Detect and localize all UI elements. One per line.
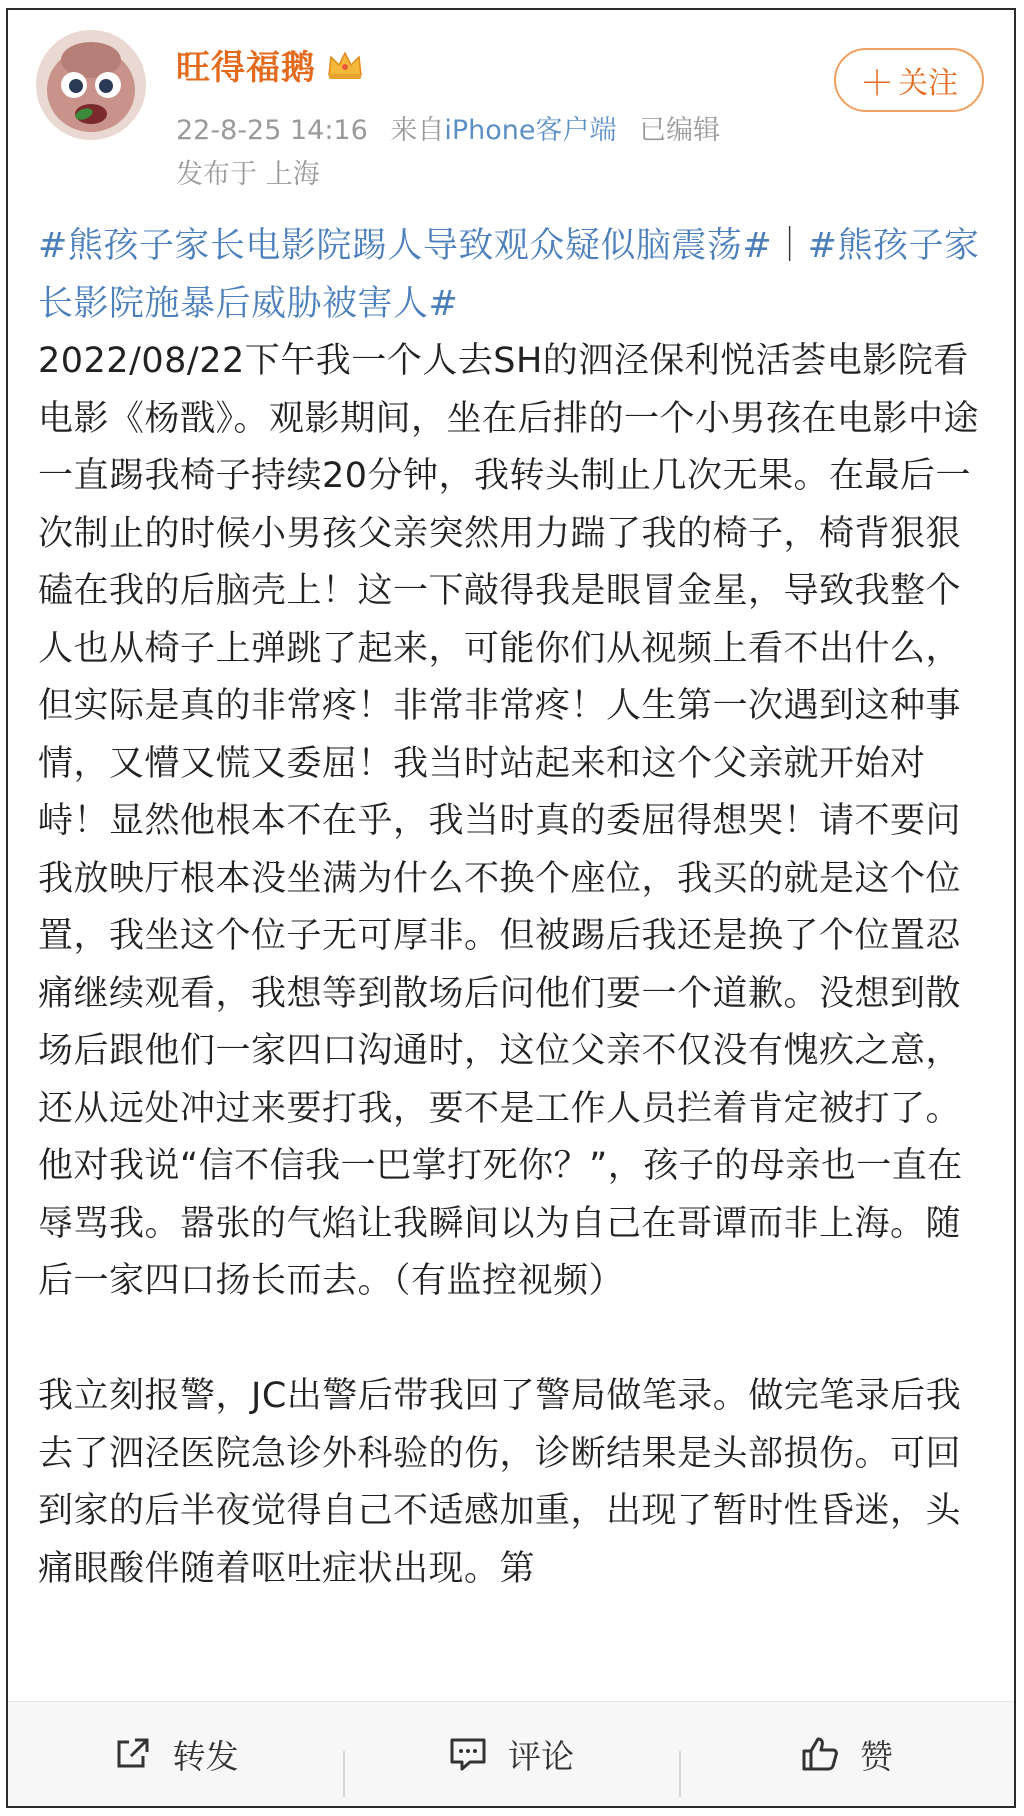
username[interactable] [176, 40, 364, 89]
follow-label: 关注 [898, 66, 958, 101]
share-icon [113, 1736, 153, 1772]
username-text: 旺得福鹅 [176, 48, 316, 88]
weibo-post-card [6, 8, 1016, 1808]
source-prefix: 来自 [390, 115, 445, 146]
post-time: 22-8-25 14:16 [176, 115, 368, 146]
avatar-image [36, 30, 146, 140]
topic-separator: ｜ [772, 226, 808, 266]
client-link[interactable]: iPhone客户端 [444, 115, 617, 146]
comment-button[interactable] [343, 1731, 678, 1778]
comment-label: 评论 [507, 1736, 574, 1776]
comment-icon [448, 1736, 488, 1772]
edited-label: 已编辑 [639, 115, 721, 146]
like-label: 赞 [859, 1736, 893, 1776]
repost-label: 转发 [172, 1736, 239, 1776]
content-fade [8, 1600, 1014, 1710]
post-meta [176, 108, 734, 147]
plus-icon: ＋ [860, 63, 894, 104]
follow-button[interactable] [834, 48, 984, 112]
crown-icon [326, 49, 364, 81]
like-button[interactable] [679, 1731, 1014, 1778]
like-icon [800, 1735, 840, 1773]
post-body: 2022/08/22下午我一个人去SH的泗泾保利悦活荟电影院看电影《杨戬》。观影期间，坐在后排的一个小男孩在电影中途一直踢我椅子持续20分钟，我转头制止几次无果。在最后一次制止的时候小男孩父亲突然用力踹了我的椅子，椅背狠狠磕在我的后脑壳上！这一下敲得我是眼冒金星，导致我整个人也从椅子上弹跳了起来，可能你们从视频上看不出什么，但实际是真的非常疼！非常非常疼！人生第一次遇到这种事情，又懵又慌又委屈！我当时站起来和这个父亲就开始对峙！显然他根本不在乎，我当时真的委屈得想哭！请不要问我放映厅根本没坐满为什么不换个座位，我买的就是这个位置，我坐这个位子无可厚非。但被踢后我还是换了个位置忍痛继续观看，我想等到散场后问他们要一个道歉。没想到散场后跟他们一家四口沟通时，这位父亲不仅没有愧疚之意，还从远处冲过来要打我，要不是工作人员拦着肯定被打了。他对我说“信不信我一巴掌打死你？”，孩子的母亲也一直在辱骂我。嚣张的气焰让我瞬间以为自己在哥谭而非上海。随后一家四口扬长而去。（有监控视频） 我立刻报警，JC出警后带我回了警局做笔录。做完笔录后我去了泗泾医院急诊外科验的伤，诊断结果是头部损伤。可回到家的后半夜觉得自己不适感加重，出现了暂时性昏迷，头痛眼酸伴随着呕吐症状出现。第 [38, 341, 980, 1589]
avatar[interactable] [36, 30, 146, 140]
action-bar [8, 1701, 1014, 1806]
topic-link[interactable]: #熊孩子家长电影院踢人导致观众疑似脑震荡# [38, 226, 773, 266]
post-location: 发布于 上海 [176, 159, 320, 190]
post-content [38, 218, 990, 1598]
topic-link[interactable]: #熊孩子家长影院施暴后威胁被害人# [38, 226, 980, 324]
repost-button[interactable] [8, 1731, 343, 1778]
